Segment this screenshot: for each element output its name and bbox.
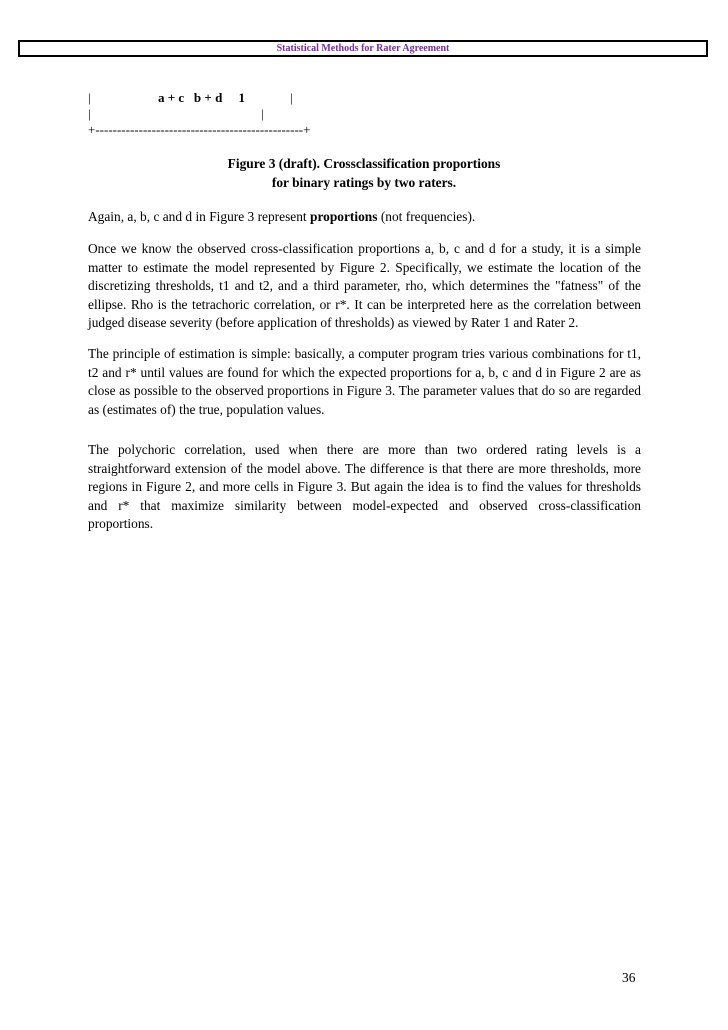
table-row-1-cells: a + c b + d 1 [158,90,246,105]
figure-caption-line-2: for binary ratings by two raters. [271,175,457,190]
table-row-2-right-border: | [261,106,264,121]
paragraph-1-text-end: (not frequencies). [377,209,476,224]
page-number: 36 [622,970,636,985]
paragraph-2: Once we know the observed cross-classification proportions a, b, c and d for a study, it is a simple matter to estimate the model represented by Figure 2. Specifically, we estimate the location of the discretizing thresholds, t1 and t2, and a third parameter, rho, which determines the "fatness" of the ellipse. Rho is the tetrachoric correlation, or r*. It can be interpreted here as the correlation between judged disease severity (before application of thresholds) as viewed by Rater 1 and Rater 2. [88,241,641,330]
paragraph-1-bold-term: proportions [310,209,378,224]
table-row-2-left-border: | [88,106,91,121]
paragraph-3: The principle of estimation is simple: basically, a computer program tries various combinations for t1, t2 and r* until values are found for which the expected proportions for a, b, c and d in Figure 2 are as close as possible to the observed proportions in Figure 3. The parameter values that do so are regarded as (estimates of) the true, population values. [88,346,641,417]
running-header [18,40,708,57]
table-row-1-right-border: | [290,90,293,105]
figure-caption-line-1: Figure 3 (draft). Crossclassification proportions [227,156,501,171]
paragraph-4: The polychoric correlation, used when there are more than two ordered rating levels is a straightforward extension of the model above. The difference is that there are more thresholds, more regions in Figure 2, and more cells in Figure 3. But again the idea is to find the values for thresholds and r* that maximize similarity between model-expected and observed cross-classification proportions. [88,442,641,531]
table-bottom-border: +------------------------------------------------+ [88,122,311,137]
header-title: Statistical Methods for Rater Agreement [276,43,450,54]
table-row-1-left-border: | [88,90,91,105]
paragraph-1-text-start: Again, a, b, c and d in Figure 3 represent [88,209,310,224]
paragraph-1 [88,208,641,227]
